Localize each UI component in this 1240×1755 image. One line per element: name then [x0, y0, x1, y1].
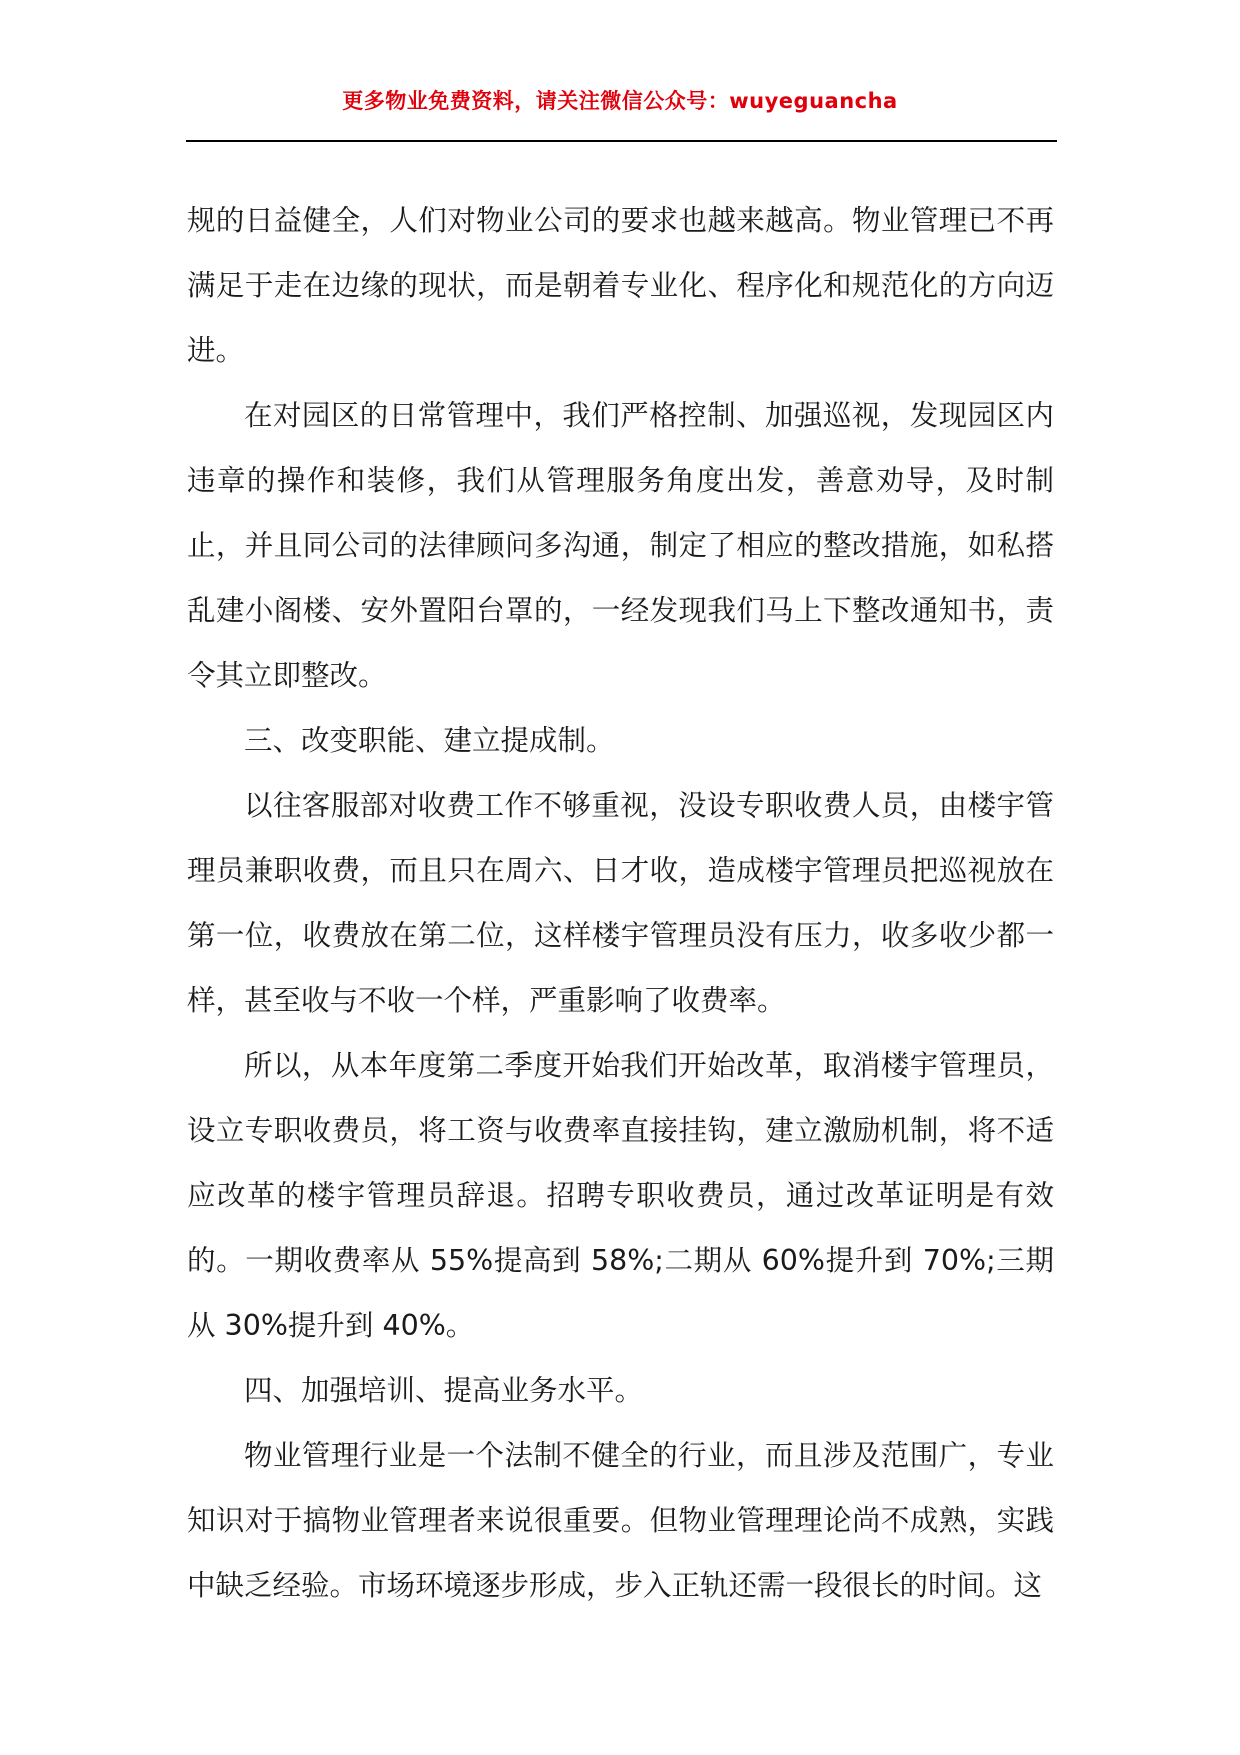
- paragraph-5: 所以，从本年度第二季度开始我们开始改革，取消楼宇管理员，设立专职收费员，将工资与收费率直接挂钩，建立激励机制，将不适应改革的楼宇管理员辞退。招聘专职收费员，通过改革证明是有效的。一期收费率从 55%提高到 58%;二期从 60%提升到 70%;三期从 30%提升到 40%。: [187, 1049, 1054, 1342]
- header-divider: [186, 140, 1057, 142]
- section-heading-3: 三、改变职能、建立提成制。: [244, 724, 615, 757]
- paragraph-1: 规的日益健全，人们对物业公司的要求也越来越高。物业管理已不再满足于走在边缘的现状，而是朝着专业化、程序化和规范化的方向迈进。: [187, 204, 1054, 367]
- document-body: [187, 188, 1054, 1618]
- paragraph-4: 以往客服部对收费工作不够重视，没设专职收费人员，由楼宇管理员兼职收费，而且只在周六、日才收，造成楼宇管理员把巡视放在第一位，收费放在第二位，这样楼宇管理员没有压力，收多收少都一样，甚至收与不收一个样，严重影响了收费率。: [187, 789, 1054, 1017]
- paragraph-2: 在对园区的日常管理中，我们严格控制、加强巡视，发现园区内违章的操作和装修，我们从管理服务角度出发，善意劝导，及时制止，并且同公司的法律顾问多沟通，制定了相应的整改措施，如私搭乱建小阁楼、安外置阳台罩的，一经发现我们马上下整改通知书，责令其立即整改。: [187, 399, 1054, 692]
- section-heading-4: 四、加强培训、提高业务水平。: [244, 1374, 644, 1407]
- paragraph-7: 物业管理行业是一个法制不健全的行业，而且涉及范围广，专业知识对于搞物业管理者来说很重要。但物业管理理论尚不成熟，实践中缺乏经验。市场环境逐步形成，步入正轨还需一段很长的时间。这: [187, 1439, 1054, 1602]
- page-header-notice: 更多物业免费资料，请关注微信公众号：wuyeguancha: [342, 89, 898, 113]
